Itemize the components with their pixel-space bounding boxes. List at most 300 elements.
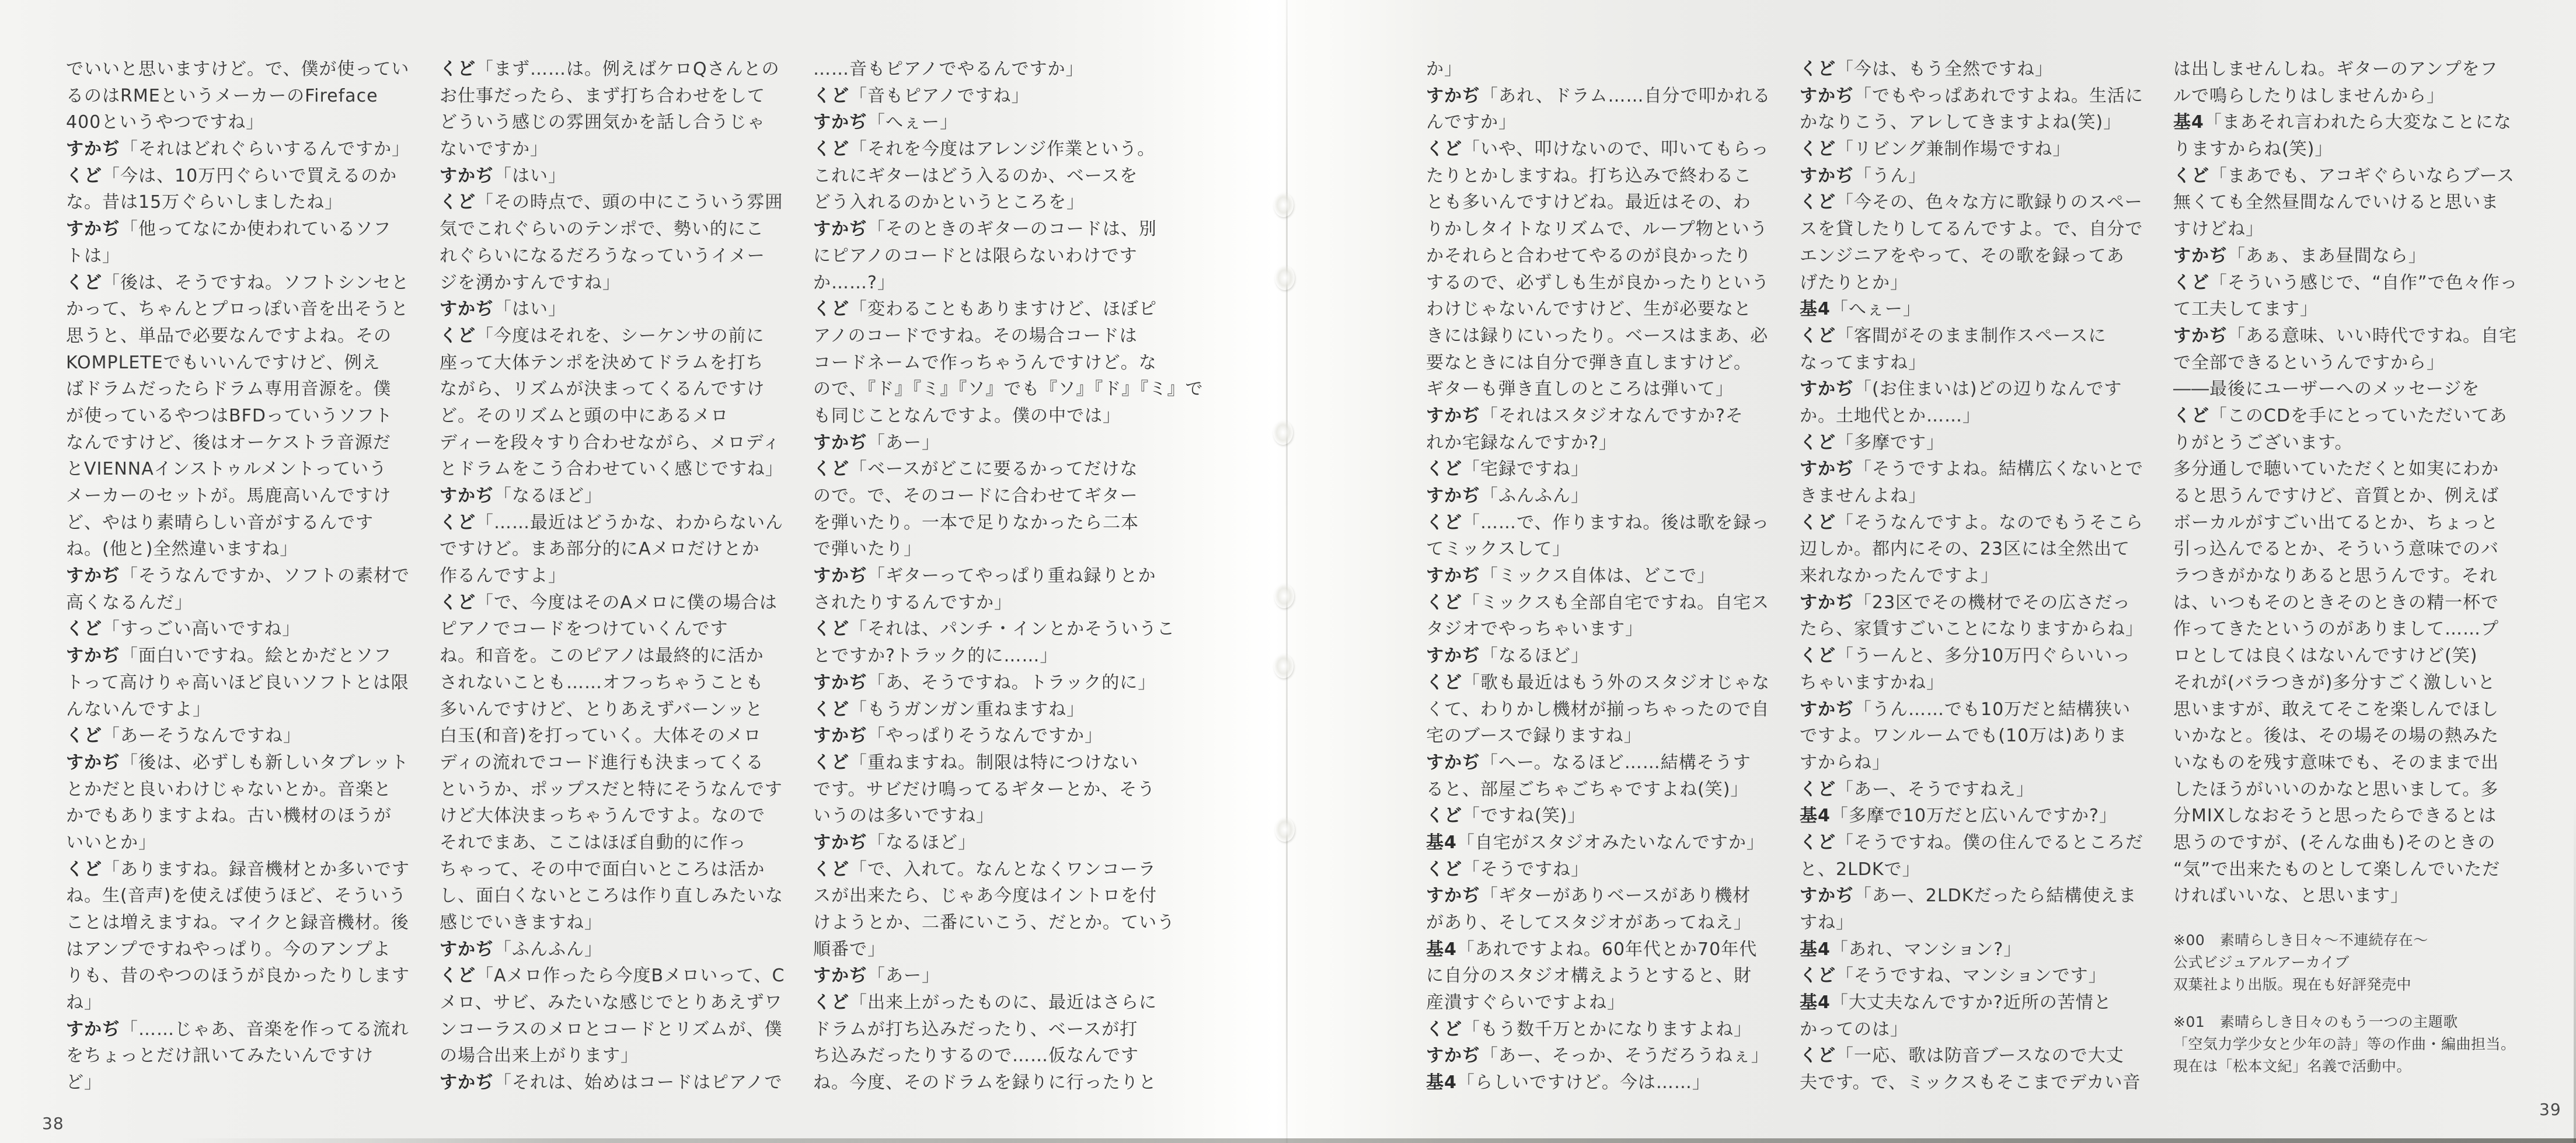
speaker-label: くど	[813, 619, 849, 640]
text-line: とも多いんですけどね。最近はその、わ	[1426, 192, 1751, 213]
binding-stitch	[1275, 266, 1295, 290]
text-line: すかぢ「ギターってやっぱり重ね録りとか	[813, 566, 1156, 587]
text-line: 作るんですよ」	[440, 566, 566, 587]
scan-edge-bottom	[0, 1138, 2576, 1143]
text-line: タジオでやっちゃいます」	[1426, 619, 1643, 640]
speaker-label: すかぢ	[1426, 486, 1480, 506]
text-line: ち込みだったりするので……仮なんです	[813, 1046, 1139, 1067]
text-line: 基4「まあそれ言われたら大変なことにな	[2173, 112, 2512, 133]
text-line: ね。生(音声)を使えば使うほど、そういう	[66, 886, 407, 907]
text-line: どう入れるのかというところを」	[813, 192, 1085, 213]
text-line: りますからね(笑)」	[2173, 139, 2333, 160]
text-line: けど大体決まっちゃうんですよ。なので	[440, 806, 765, 827]
text-line: ど。そのリズムと頭の中にあるメロ	[440, 405, 729, 426]
text-line: スを貸したりしてるんですよ。で、自分で	[1800, 219, 2143, 240]
speaker-label: くど	[1800, 139, 1836, 160]
text-line: でいいと思いますけど。で、僕が使ってい	[66, 59, 410, 79]
speaker-label: くど	[1800, 646, 1836, 667]
speaker-label: すかぢ	[813, 432, 867, 453]
speaker-label: すかぢ	[813, 112, 867, 133]
speaker-label: すかぢ	[813, 219, 867, 240]
text-line: を弾いたり。一本で足りなかったら二本	[813, 512, 1139, 533]
speaker-label: くど	[813, 859, 849, 880]
speaker-label: 基4	[1426, 1072, 1457, 1093]
text-line: くど「重ねますね。制限は特につけない	[813, 752, 1139, 773]
speaker-label: くど	[66, 726, 102, 747]
speaker-label: くど	[1800, 512, 1836, 533]
speaker-label: 基4	[1800, 806, 1831, 827]
text-line: くど「ベースがどこに要るかってだけな	[813, 459, 1138, 480]
text-line: かって、ちゃんとプロっぽい音を出そうと	[66, 299, 409, 320]
text-line: すかぢ「やっぱりそうなんですか」	[813, 726, 1103, 747]
speaker-label: 基4	[1800, 992, 1831, 1013]
text-line: りかしタイトなリズムで、ループ物という	[1426, 219, 1768, 240]
speaker-label: すかぢ	[1426, 1046, 1480, 1067]
text-column-2	[440, 56, 790, 1096]
text-line: 思うのですが、(そんな曲も)そのときの	[2173, 832, 2496, 853]
speaker-label: くど	[440, 59, 476, 79]
text-line: とVIENNAインストゥルメントっていう	[66, 459, 387, 480]
page-number-left: 38	[42, 1114, 64, 1133]
text-line: 引っ込んでるとか、そういう意味でのバ	[2173, 539, 2499, 560]
text-line: すかぢ「それは、始めはコードはピアノで	[440, 1072, 783, 1093]
speaker-label: すかぢ	[440, 486, 494, 506]
text-line: エンジニアをやって、その歌を録ってあ	[1800, 245, 2125, 266]
text-line: すかぢ「ふんふん」	[440, 939, 602, 960]
speaker-label: すかぢ	[813, 726, 867, 747]
text-line: くど「そういう感じで、“自作”で色々作っ	[2173, 272, 2518, 293]
text-line: くど「……最近はどうかな、わからないん	[440, 512, 783, 533]
speaker-label: すかぢ	[813, 672, 867, 693]
text-line: 白玉(和音)を打っていく。大体そのメロ	[440, 726, 762, 747]
speaker-label: すかぢ	[813, 832, 867, 853]
text-line: くど「いや、叩けないので、叩いてもらっ	[1426, 139, 1769, 160]
speaker-label: すかぢ	[1800, 379, 1854, 400]
text-line: くど「で、入れて。なんとなくワンコーラ	[813, 859, 1156, 880]
text-line: ンコーラスのメロとコードとリズムが、僕	[440, 1019, 783, 1040]
text-line: 感じでいきますね」	[440, 912, 602, 933]
speaker-label: 基4	[1800, 299, 1831, 320]
text-column-5	[1800, 56, 2150, 1096]
text-line: ければいいな、と思います」	[2173, 886, 2408, 907]
text-line: ないですか」	[440, 139, 548, 160]
text-line: すかぢ「ギターがありベースがあり機材	[1426, 886, 1751, 907]
text-line: くど「もう数千万とかになりますよね」	[1426, 1019, 1752, 1040]
text-line: アノのコードですね。その場合コードは	[813, 325, 1138, 346]
speaker-label: すかぢ	[440, 165, 494, 186]
speaker-label: すかぢ	[1426, 752, 1480, 773]
text-line: ど、やはり素晴らしい音がするんです	[66, 512, 374, 533]
speaker-label: 基4	[1426, 832, 1457, 853]
text-line: 双葉社より出版。現在も好評発売中	[2173, 976, 2412, 993]
text-line: すかぢ「あー、2LDKだったら結構使えま	[1800, 886, 2137, 907]
text-line: の場合出来上がります」	[440, 1046, 639, 1067]
text-line: すかぢ「あれ、ドラム……自分で叩かれる	[1426, 85, 1771, 106]
speaker-label: くど	[1800, 59, 1836, 79]
text-line: すかぢ「23区でその機材でその広さだっ	[1800, 592, 2131, 613]
text-line: すかぢ「へぇー」	[813, 112, 958, 133]
speaker-label: くど	[440, 192, 476, 213]
text-line: すかぢ「それはスタジオなんですか?そ	[1426, 405, 1744, 426]
text-line: くど「今は、もう全然ですね」	[1800, 59, 2053, 79]
speaker-label: すかぢ	[1426, 405, 1480, 426]
text-line: というか、ポップスだと特にそうなんです	[440, 779, 783, 800]
binding-stitch	[1275, 817, 1295, 842]
speaker-label: くど	[440, 512, 476, 533]
text-line: くて、わりかし機材が揃っちゃったので自	[1426, 699, 1770, 720]
scan-edge-right	[2574, 800, 2576, 1143]
text-line: くど「今度はそれを、シーケンサの前に	[440, 325, 765, 346]
text-line: てミックスして」	[1426, 539, 1571, 560]
speaker-label: くど	[2173, 405, 2209, 426]
text-line: きませんよね」	[1800, 486, 1926, 506]
text-line: くど「リビング兼制作場ですね」	[1800, 139, 2071, 160]
text-line: りがとうございます。	[2173, 432, 2353, 453]
text-line: ことは増えますね。マイクと録音機材。後	[66, 912, 409, 933]
text-line: いかなと。後は、その場その場の熱みた	[2173, 726, 2499, 747]
text-line: くど「後は、そうですね。ソフトシンセと	[66, 272, 410, 293]
text-line: くど「すっごい高いですね」	[66, 619, 301, 640]
text-line: ると、部屋ごちゃごちゃですよね(笑)」	[1426, 779, 1749, 800]
binding-stitch	[1274, 584, 1294, 608]
text-line: ※00 素晴らしき日々〜不連続存在〜	[2173, 932, 2428, 949]
speaker-label: くど	[813, 752, 849, 773]
text-line: すかぢ「(お住まいは)どの辺りなんです	[1800, 379, 2122, 400]
speaker-label: すかぢ	[1800, 459, 1854, 480]
text-line: で全部できるというんですから」	[2173, 352, 2445, 373]
speaker-label: くど	[813, 85, 849, 106]
text-line: ピアノでコードをつけていくんです	[440, 619, 728, 640]
text-line: すね」	[1800, 912, 1854, 933]
speaker-label: くど	[1800, 432, 1836, 453]
speaker-label: くど	[1426, 806, 1462, 827]
speaker-label: くど	[1426, 1019, 1462, 1040]
text-line: にピアノのコードとは限らないわけです	[813, 245, 1138, 266]
text-line: すかぢ「そうですよね。結構広くないとで	[1800, 459, 2143, 480]
text-line: ディの流れでコード進行も決まってくる	[440, 752, 764, 773]
text-line: ボーカルがすごい出てるとか、ちょっと	[2173, 512, 2499, 533]
text-line: どういう感じの雰囲気かを話し合うじゃ	[440, 112, 765, 133]
text-line: か……?」	[813, 272, 895, 293]
text-line: ので、『ド』『ミ』『ソ』でも『ソ』『ド』『ミ』で	[813, 379, 1204, 400]
speaker-label: くど	[1800, 192, 1836, 213]
speaker-label: すかぢ	[2173, 245, 2228, 266]
speaker-label: すかぢ	[1800, 886, 1854, 907]
text-line: くど「客間がそのまま制作スペースに	[1800, 325, 2107, 346]
text-line: すかぢ「うん……でも10万だと結構狭い	[1800, 699, 2131, 720]
text-line: 高くなるんだ」	[66, 592, 193, 613]
text-line: は出しませんしね。ギターのアンプをフ	[2173, 59, 2498, 79]
text-line: すかぢ「あー、そっか、そうだろうねぇ」	[1426, 1046, 1769, 1067]
text-line: これにギターはどう入るのか、ベースを	[813, 165, 1138, 186]
text-line: 基4「大丈夫なんですか?近所の苦情と	[1800, 992, 2112, 1013]
binding-stitch	[1273, 420, 1293, 445]
speaker-label: くど	[1800, 779, 1836, 800]
speaker-label: くど	[66, 165, 102, 186]
speaker-label: くど	[1426, 512, 1462, 533]
speaker-label: すかぢ	[813, 966, 867, 987]
speaker-label: くど	[66, 272, 102, 293]
binding-stitch	[1274, 654, 1294, 678]
text-line: すかぢ「なるほど」	[813, 832, 976, 853]
text-line: ディーを段々すり合わせながら、メロディ	[440, 432, 781, 453]
text-line: スが出来たら、じゃあ今度はイントロを付	[813, 886, 1157, 907]
speaker-label: すかぢ	[66, 646, 120, 667]
text-line: きには録りにいったり。ベースはまあ、必	[1426, 325, 1769, 346]
text-line: くど「それを今度はアレンジ作業という。	[813, 139, 1156, 160]
text-line: とですか?トラック的に……」	[813, 646, 1058, 667]
text-column-3	[813, 56, 1204, 1096]
text-line: すかぢ「他ってなにか使われているソフ	[66, 219, 392, 240]
text-line: 多分通しで聴いていただくと如実にわか	[2173, 459, 2499, 480]
text-line: 400というやつですね」	[66, 112, 264, 133]
footnotes	[2173, 929, 2529, 1078]
binding-stitch	[1274, 193, 1294, 217]
text-line: んないんですよ」	[66, 699, 211, 720]
text-line: ルで鳴らしたりはしませんから」	[2173, 85, 2445, 106]
text-line: ながら、リズムが決まってくるんですけ	[440, 379, 765, 400]
text-line: 作ってきたというのがありまして……プ	[2173, 619, 2499, 640]
text-line: ちゃいますかね」	[1800, 672, 1944, 693]
text-line: です。サビだけ鳴ってるギターとか、そう	[813, 779, 1156, 800]
speaker-label: くど	[813, 299, 849, 320]
text-line: 基4「あれですよね。60年代とか70年代	[1426, 939, 1758, 960]
text-line: か。土地代とか……」	[1800, 405, 1981, 426]
text-line: くど「出来上がったものに、最近はさらに	[813, 992, 1157, 1013]
text-line: ちゃって、その中で面白いところは活か	[440, 859, 765, 880]
text-line: “気”で出来たものとして楽しんでいただ	[2173, 859, 2501, 880]
text-line: されたりするんですか」	[813, 592, 1012, 613]
text-line: たら、家賃すごいことになりますからね」	[1800, 619, 2143, 640]
text-line: か」	[1426, 59, 1462, 79]
text-line: をちょっとだけ訊いてみたいんですけ	[66, 1046, 374, 1067]
speaker-label: くど	[1800, 966, 1836, 987]
text-line: すかぢ「……じゃあ、音楽を作ってる流れ	[66, 1019, 409, 1040]
text-line: 多いんですけど、とりあえずバーンッと	[440, 699, 764, 720]
text-column-1	[66, 56, 416, 1096]
text-line: たりとかしますね。打ち込みで終わるこ	[1426, 165, 1752, 186]
text-line: すかぢ「なるほど」	[1426, 646, 1589, 667]
text-line: すからね」	[1800, 752, 1890, 773]
speaker-label: すかぢ	[440, 939, 494, 960]
text-line: ね。和音を。このピアノは最終的に活か	[440, 646, 764, 667]
speaker-label: すかぢ	[813, 566, 867, 587]
text-line: すかぢ「あー」	[813, 432, 940, 453]
text-line: お仕事だったら、まず打ち合わせをして	[440, 85, 765, 106]
text-line: メロ、サビ、みたいな感じでとりあえずワ	[440, 992, 783, 1013]
text-line: て工夫してます」	[2173, 299, 2318, 320]
text-line: くど「宅録ですね」	[1426, 459, 1589, 480]
speaker-label: くど	[1426, 592, 1462, 613]
speaker-label: すかぢ	[1426, 85, 1480, 106]
text-line: すけどね」	[2173, 219, 2264, 240]
speaker-label: すかぢ	[1800, 699, 1854, 720]
text-line: ね。今度、そのドラムを録りに行ったりと	[813, 1072, 1157, 1093]
text-line: 基4「らしいですけど。今は……」	[1426, 1072, 1710, 1093]
speaker-label: すかぢ	[440, 1072, 494, 1093]
text-line: されないことも……オフっちゃうことも	[440, 672, 764, 693]
speaker-label: すかぢ	[1800, 85, 1854, 106]
text-line: ですけど。まあ部分的にAメロだけとか	[440, 539, 760, 560]
speaker-label: 基4	[2173, 112, 2204, 133]
text-line: 来れなかったんですよ」	[1800, 566, 1999, 587]
text-line: くど「もうガンガン重ねますね」	[813, 699, 1085, 720]
text-line: くど「その時点で、頭の中にこういう雰囲	[440, 192, 783, 213]
text-line: すかぢ「ミックス自体は、どこで」	[1426, 566, 1716, 587]
text-line: くど「あーそうなんですね」	[66, 726, 301, 747]
text-line: とかだと良いわけじゃないとか。音楽と	[66, 779, 392, 800]
text-line: で弾いたり」	[813, 539, 922, 560]
speaker-label: すかぢ	[66, 139, 120, 160]
text-line: それが(バラつきが)多分すごく激しいと	[2173, 672, 2496, 693]
binding-crease	[1286, 0, 1288, 1143]
speaker-label: くど	[1426, 459, 1462, 480]
speaker-label: すかぢ	[1426, 886, 1480, 907]
text-line: メーカーのセットが。馬鹿高いんですけ	[66, 486, 392, 506]
page-number-right: 39	[2539, 1100, 2561, 1119]
text-line: くど「今その、色々な方に歌録りのスペー	[1800, 192, 2143, 213]
text-line: 要なときには自分で弾き直しますけど。	[1426, 352, 1752, 373]
text-line: かなりこう、アレしてきますよね(笑)」	[1800, 112, 2122, 133]
text-line: れぐらいになるだろうなっていうイメー	[440, 245, 765, 266]
speaker-label: くど	[2173, 165, 2209, 186]
text-line: すかぢ「でもやっぱあれですよね。生活に	[1800, 85, 2143, 106]
text-line: くど「……で、作りますね。後は歌を録っ	[1426, 512, 1770, 533]
text-line: すかぢ「そうなんですか、ソフトの素材で	[66, 566, 410, 587]
text-line: 「空気力学少女と少年の詩」等の作曲・編曲担当。	[2173, 1036, 2516, 1053]
text-line: くど「歌も最近はもう外のスタジオじゃな	[1426, 672, 1770, 693]
text-line: くど「ミックスも全部自宅ですね。自宅ス	[1426, 592, 1770, 613]
text-line: し、面白くないところは作り直しみたいな	[440, 886, 783, 907]
text-line: くど「まあでも、アコギぐらいならブース	[2173, 165, 2515, 186]
text-line: くど「うーんと、多分10万円ぐらいいっ	[1800, 646, 2131, 667]
text-line: くど「ですね(笑)」	[1426, 806, 1586, 827]
text-line: ので。で、そのコードに合わせてギター	[813, 486, 1138, 506]
text-line: すかぢ「あぁ、まあ昼間なら」	[2173, 245, 2427, 266]
text-line: すかぢ「それはどれぐらいするんですか」	[66, 139, 410, 160]
text-line: くど「そうですね」	[1426, 859, 1589, 880]
text-line: 基4「へぇー」	[1800, 299, 1921, 320]
text-gap	[2173, 996, 2529, 1011]
text-line: くど「Aメロ作ったら今度Bメロいって、C	[440, 966, 785, 987]
text-line: 座って大体テンポを決めてドラムを打ち	[440, 352, 764, 373]
text-line: 順番で」	[813, 939, 886, 960]
text-line: すかぢ「あー」	[813, 966, 940, 987]
text-line: ど」	[66, 1072, 102, 1093]
speaker-label: くど	[1800, 832, 1836, 853]
text-line: ロとしては良くはないんですけど(笑)	[2173, 646, 2478, 667]
text-line: いうのは多いですね」	[813, 806, 994, 827]
speaker-label: すかぢ	[66, 1019, 120, 1040]
speaker-label: すかぢ	[66, 219, 120, 240]
text-line: 無くても全然昼間なんでいけると思いま	[2173, 192, 2499, 213]
text-line: コードネームで作っちゃうんですけど。な	[813, 352, 1157, 373]
text-line: すかぢ「なるほど」	[440, 486, 602, 506]
text-line: なんですけど、後はオーケストラ音源だ	[66, 432, 391, 453]
text-line: 産潰すぐらいですよね」	[1426, 992, 1625, 1013]
text-line: くど「あー、そうですねえ」	[1800, 779, 2034, 800]
text-line: が使っているやつはBFDっていうソフト	[66, 405, 393, 426]
text-line: かそれらと合わせてやるのが良かったり	[1426, 245, 1752, 266]
text-line: も同じことなんですよ。僕の中では」	[813, 405, 1121, 426]
text-line: すかぢ「へー。なるほど……結構そうす	[1426, 752, 1751, 773]
speaker-label: すかぢ	[1800, 592, 1854, 613]
text-line: 分MIXしなおそうと思ったらできるとは	[2173, 806, 2497, 827]
text-line: れか宅録なんですか?」	[1426, 432, 1617, 453]
text-line: ……音もピアノでやるんですか」	[813, 59, 1084, 79]
text-line: ※01 素晴らしき日々のもう一つの主題歌	[2173, 1013, 2458, 1030]
text-line: KOMPLETEでもいいんですけど、例え	[66, 352, 381, 373]
text-line: げたりとか」	[1800, 272, 1908, 293]
text-line: 夫です。で、ミックスもそこまでデカい音	[1800, 1072, 2141, 1093]
speaker-label: すかぢ	[66, 752, 120, 773]
text-line: ばドラムだったらドラム専用音源を。僕	[66, 379, 392, 400]
text-line: ――最後にユーザーへのメッセージを	[2173, 379, 2480, 400]
text-line: ね」	[66, 992, 102, 1013]
text-line: 辺しか。都内にその、23区には全然出て	[1800, 539, 2130, 560]
speaker-label: くど	[813, 992, 849, 1013]
text-line: ね。(他と)全然違いますね」	[66, 539, 298, 560]
text-line: 基4「あれ、マンション?」	[1800, 939, 2022, 960]
speaker-label: くど	[66, 619, 102, 640]
speaker-label: くど	[1426, 672, 1462, 693]
text-line: 基4「自宅がスタジオみたいなんですか」	[1426, 832, 1765, 853]
text-line: ジを湧かすんですね」	[440, 272, 621, 293]
text-line: くど「今は、10万円ぐらいで買えるのか	[66, 165, 398, 186]
text-line: すかぢ「面白いですね。絵とかだとソフ	[66, 646, 392, 667]
text-line: な。昔は15万ぐらいしましたね」	[66, 192, 343, 213]
speaker-label: くど	[813, 699, 849, 720]
text-line: かでもありますよね。古い機材のほうが	[66, 806, 392, 827]
speaker-label: くど	[66, 859, 102, 880]
text-line: るのはRMEというメーカーのFireface	[66, 85, 378, 106]
text-line: 宅のブースで録りますね」	[1426, 726, 1642, 747]
text-line: けようとか、二番にいこう、だとか。ていう	[813, 912, 1175, 933]
text-line: くど「そうですね、マンションです」	[1800, 966, 2107, 987]
text-line: くど「一応、歌は防音ブースなので大丈	[1800, 1046, 2124, 1067]
text-line: とドラムをこう合わせていく感じですね」	[440, 459, 783, 480]
text-line: くど「このCDを手にとっていただいてあ	[2173, 405, 2508, 426]
speaker-label: くど	[1426, 859, 1462, 880]
text-line: すかぢ「ある意味、いい時代ですね。自宅	[2173, 325, 2517, 346]
text-line: くど「で、今度はそのAメロに僕の場合は	[440, 592, 778, 613]
speaker-label: 基4	[1426, 939, 1457, 960]
text-line: かってのは」	[1800, 1019, 1908, 1040]
text-line: すかぢ「はい」	[440, 165, 566, 186]
text-line: すかぢ「そのときのギターのコードは、別	[813, 219, 1157, 240]
text-line: それでまあ、ここはほぼ自動的に作っ	[440, 832, 747, 853]
speaker-label: くど	[1800, 325, 1836, 346]
speaker-label: くど	[1426, 139, 1462, 160]
text-line: くど「まず……は。例えばケロQさんとの	[440, 59, 780, 79]
text-line: くど「それは、パンチ・インとかそういうこ	[813, 619, 1175, 640]
speaker-label: くど	[440, 325, 476, 346]
speaker-label: すかぢ	[2173, 325, 2228, 346]
speaker-label: 基4	[1800, 939, 1831, 960]
text-line: トって高けりゃ高いほど良いソフトとは限	[66, 672, 409, 693]
text-line: すかぢ「うん」	[1800, 165, 1926, 186]
speaker-label: くど	[813, 459, 849, 480]
text-line: トは」	[66, 245, 120, 266]
text-line: くど「そうなんですよ。なのでもうそこら	[1800, 512, 2143, 533]
speaker-label: くど	[440, 966, 476, 987]
text-line: んですか」	[1426, 112, 1517, 133]
text-line: があり、そしてスタジオがあってねえ」	[1426, 912, 1752, 933]
text-line: ラつきがかなりあると思うんです。それ	[2173, 566, 2498, 587]
text-column-6	[2173, 56, 2523, 909]
text-line: なってますね」	[1800, 352, 1926, 373]
text-line: くど「そうですね。僕の住んでるところだ	[1800, 832, 2143, 853]
